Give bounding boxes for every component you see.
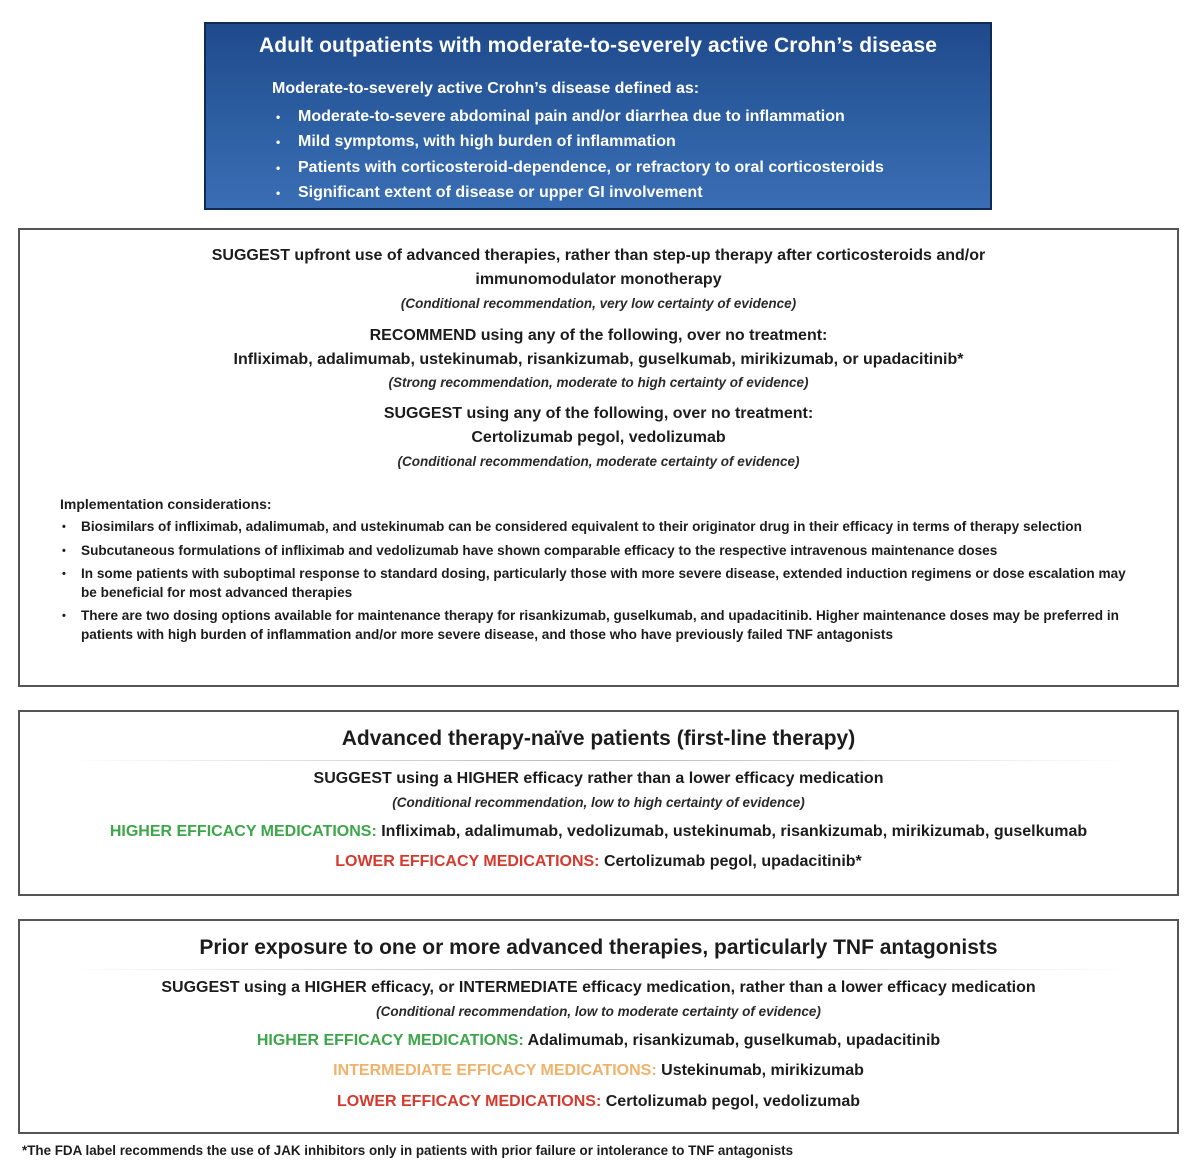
higher-efficacy-meds: Adalimumab, risankizumab, guselkumab, upadacitinib [527,1032,941,1049]
higher-efficacy-meds: Infliximab, adalimumab, vedolizumab, ustekinumab, risankizumab, mirikizumab, guselkumab [381,823,1088,840]
rec1-line2: immunomodulator monotherapy [475,271,722,288]
rec2-evidence: (Strong recommendation, moderate to high certainty of evidence) [388,375,809,390]
definition-item-text: Mild symptoms, with high burden of inflammation [298,133,676,151]
implementation-item-text: Biosimilars of infliximab, adalimumab, and ustekinumab can be considered equivalent to their originator drug in their efficacy in terms of therapy selection [81,519,1082,534]
definition-item [276,104,884,130]
naive-suggest: SUGGEST using a HIGHER efficacy rather than a lower efficacy medication [313,770,884,787]
intermediate-efficacy-label: INTERMEDIATE EFFICACY MEDICATIONS: [333,1062,657,1079]
definition-item-text: Significant extent of disease or upper GI involvement [298,184,703,202]
definition-item [276,181,884,207]
naive-evidence: (Conditional recommendation, low to high certainty of evidence) [392,795,805,810]
therapy-naive-box [18,710,1179,896]
rec3-line2: Certolizumab pegol, vedolizumab [471,429,726,446]
implementation-item [60,518,1145,537]
lower-efficacy-meds: Certolizumab pegol, upadacitinib* [603,853,862,870]
bullet-icon: • [276,109,281,124]
definition-list [276,104,884,206]
naive-title: Advanced therapy-naïve patients (first-line therapy) [341,727,856,750]
definition-item-text: Moderate-to-severe abdominal pain and/or diarrhea due to inflammation [298,107,845,125]
bullet-icon: • [276,135,281,150]
header-title: Adult outpatients with moderate-to-severely active Crohn’s disease [259,34,937,57]
prior-lower-row [20,1093,1177,1111]
bullet-icon: • [62,521,66,533]
naive-lower-row [20,853,1177,871]
fda-footnote: *The FDA label recommends the use of JAK inhibitors only in patients with prior failure or intolerance to TNF antagonists [22,1143,794,1158]
implementation-title: Implementation considerations: [60,496,272,512]
prior-title: Prior exposure to one or more advanced therapies, particularly TNF antagonists [199,936,998,959]
bullet-icon: • [62,544,66,557]
lower-efficacy-label: LOWER EFFICACY MEDICATIONS: [337,1093,602,1110]
rec3-evidence: (Conditional recommendation, moderate certainty of evidence) [397,454,800,469]
implementation-item-text: Subcutaneous formulations of infliximab and vedolizumab have shown comparable efficacy to the respective intravenous maintenance doses [81,542,998,558]
prior-evidence: (Conditional recommendation, low to moderate certainty of evidence) [376,1004,821,1019]
implementation-item [60,542,1145,561]
general-recommendations-box [18,228,1179,687]
section-divider [66,760,1131,761]
definition-item [276,155,884,181]
lower-efficacy-meds: Certolizumab pegol, vedolizumab [605,1093,860,1110]
intermediate-efficacy-meds: Ustekinumab, mirikizumab [661,1062,864,1079]
higher-efficacy-label: HIGHER EFFICACY MEDICATIONS: [109,823,377,840]
prior-intermediate-row [20,1062,1177,1080]
bullet-icon: • [276,186,281,201]
rec1-evidence: (Conditional recommendation, very low certainty of evidence) [400,296,797,311]
naive-higher-row [20,823,1177,841]
rec2-line2: Infliximab, adalimumab, ustekinumab, risankizumab, guselkumab, mirikizumab, or upadacitinib* [233,351,964,368]
higher-efficacy-label: HIGHER EFFICACY MEDICATIONS: [256,1032,524,1049]
definition-item [276,130,884,156]
prior-suggest: SUGGEST using a HIGHER efficacy, or INTERMEDIATE efficacy medication, rather than a lower efficacy medication [161,979,1036,996]
definition-intro: Moderate-to-severely active Crohn’s disease defined as: [272,80,700,97]
implementation-item [60,565,1145,602]
prior-exposure-box [18,919,1179,1134]
rec1-line1: SUGGEST upfront use of advanced therapies, rather than step-up therapy after corticosteroids and/or [211,247,986,264]
rec2-line1: RECOMMEND using any of the following, over no treatment: [369,327,828,344]
bullet-icon: • [276,160,281,175]
prior-higher-row [20,1032,1177,1050]
implementation-item-text: There are two dosing options available for maintenance therapy for risankizumab, guselkumab, and upadacitinib. Higher maintenance doses may be preferred in patients with high burden of inflammation and/or more severe disease, and those who have previously failed TNF antagonists [81,608,1119,642]
patient-definition-header [204,22,992,210]
implementation-item [60,607,1145,644]
section-divider [66,969,1131,970]
bullet-icon: • [62,610,66,622]
lower-efficacy-label: LOWER EFFICACY MEDICATIONS: [335,853,600,870]
implementation-list [60,518,1145,649]
implementation-item-text: In some patients with suboptimal response to standard dosing, particularly those with more severe disease, extended induction regimens or dose escalation may be beneficial for most advanced therapies [81,566,1126,600]
rec3-line1: SUGGEST using any of the following, over no treatment: [383,405,814,422]
bullet-icon: • [62,568,66,580]
definition-item-text: Patients with corticosteroid-dependence, or refractory to oral corticosteroids [298,158,884,176]
